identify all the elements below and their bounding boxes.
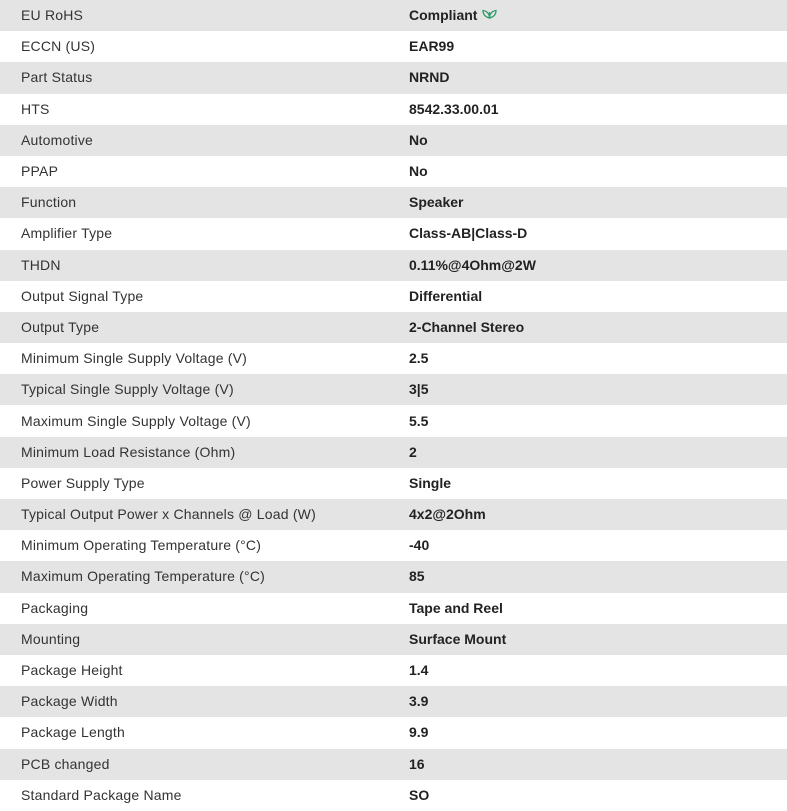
table-row	[0, 717, 787, 748]
attribute-label: Maximum Single Supply Voltage (V)	[21, 412, 251, 429]
table-row	[0, 437, 787, 468]
attribute-value: -40	[409, 537, 430, 554]
attribute-value: 0.11%@4Ohm@2W	[409, 256, 536, 273]
table-row	[0, 374, 787, 405]
attribute-label: Automotive	[21, 131, 94, 148]
table-row	[0, 561, 787, 592]
table-row	[0, 0, 787, 31]
attribute-label: Minimum Load Resistance (Ohm)	[21, 443, 236, 460]
attribute-label: Function	[21, 194, 77, 211]
attribute-value: NRND	[409, 69, 450, 86]
attribute-value: EAR99	[409, 38, 455, 55]
attribute-label: THDN	[21, 256, 61, 273]
attribute-value: No	[409, 163, 428, 180]
attribute-value-text: Compliant	[409, 7, 478, 24]
attribute-label: Typical Single Supply Voltage (V)	[21, 381, 234, 398]
table-row	[0, 156, 787, 187]
attribute-value: 85	[409, 568, 425, 585]
attribute-value: 3.9	[409, 693, 429, 710]
attribute-value: No	[409, 131, 428, 148]
leaf-icon	[482, 0, 497, 30]
table-row	[0, 749, 787, 780]
attribute-label: Output Signal Type	[21, 287, 144, 304]
attribute-label: Power Supply Type	[21, 474, 145, 491]
attribute-label: Maximum Operating Temperature (°C)	[21, 568, 265, 585]
table-row	[0, 125, 787, 156]
attribute-value: 9.9	[409, 724, 429, 741]
attribute-label: Minimum Single Supply Voltage (V)	[21, 350, 248, 367]
attribute-value	[409, 0, 787, 31]
attribute-label: Package Length	[21, 724, 125, 741]
table-row	[0, 187, 787, 218]
attribute-value: 2-Channel Stereo	[409, 318, 525, 335]
attribute-value: 1.4	[409, 662, 429, 679]
table-row	[0, 281, 787, 312]
attribute-value: Speaker	[409, 194, 464, 211]
table-row	[0, 593, 787, 624]
attribute-value: SO	[409, 786, 430, 803]
attribute-label: Typical Output Power x Channels @ Load (W)	[21, 506, 316, 523]
attribute-value: Single	[409, 474, 452, 491]
attribute-value: 2	[409, 443, 417, 460]
attribute-value: 4x2@2Ohm	[409, 506, 486, 523]
attribute-label: HTS	[21, 100, 50, 117]
attribute-label: Amplifier Type	[21, 225, 113, 242]
attribute-label: Mounting	[21, 630, 81, 647]
attribute-label: Part Status	[21, 69, 93, 86]
attribute-label: Standard Package Name	[21, 786, 182, 803]
table-row	[0, 405, 787, 436]
attribute-label: PCB changed	[21, 755, 110, 772]
table-row	[0, 686, 787, 717]
attribute-value: 2.5	[409, 350, 429, 367]
table-row	[0, 31, 787, 62]
attribute-value: 16	[409, 755, 425, 772]
attribute-label: Output Type	[21, 318, 100, 335]
table-row	[0, 343, 787, 374]
table-row	[0, 218, 787, 249]
table-row	[0, 530, 787, 561]
attribute-value: Surface Mount	[409, 630, 507, 647]
attribute-value: 5.5	[409, 412, 429, 429]
attribute-value: Differential	[409, 287, 483, 304]
attribute-label: Packaging	[21, 599, 89, 616]
table-row	[0, 312, 787, 343]
attribute-label: EU RoHS	[21, 7, 84, 24]
attribute-value: Tape and Reel	[409, 599, 503, 616]
table-row	[0, 250, 787, 281]
table-row	[0, 94, 787, 125]
attribute-label: ECCN (US)	[21, 38, 96, 55]
table-row	[0, 655, 787, 686]
table-row	[0, 624, 787, 655]
attribute-label: Package Width	[21, 693, 118, 710]
attribute-value: 3|5	[409, 381, 429, 398]
attribute-value: 8542.33.00.01	[409, 100, 499, 117]
table-row	[0, 62, 787, 93]
table-row	[0, 468, 787, 499]
table-row	[0, 780, 787, 811]
attribute-value: Class-AB|Class-D	[409, 225, 528, 242]
attribute-label: Package Height	[21, 662, 123, 679]
table-row	[0, 499, 787, 530]
attribute-label: PPAP	[21, 163, 59, 180]
attribute-label: Minimum Operating Temperature (°C)	[21, 537, 262, 554]
